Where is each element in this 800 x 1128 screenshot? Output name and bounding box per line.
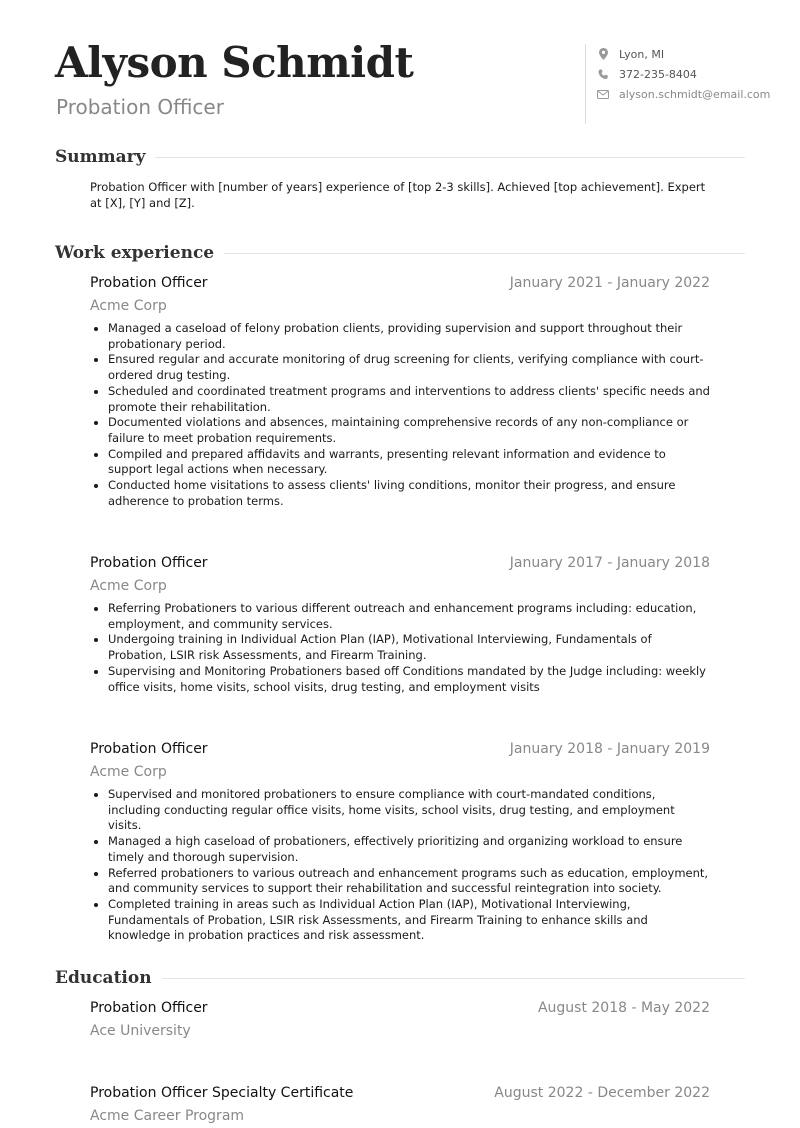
job-bullet: • Compiled and prepared affidavits and warrants, presenting relevant information and evidence to support legal actions when necessary.	[108, 447, 710, 478]
job-title: Probation Officer	[90, 275, 208, 291]
summary-heading: Summary	[55, 147, 146, 167]
job-dates: January 2018 - January 2019	[509, 741, 710, 757]
job-entry	[90, 275, 710, 509]
section-divider	[162, 978, 745, 979]
job-bullet: • Referred probationers to various outreach and enhancement programs such as education, employment, and community services to support their rehabilitation and successful reintegration into society.	[108, 866, 710, 897]
job-bullet: • Undergoing training in Individual Action Plan (IAP), Motivational Interviewing, Fundamentals of Probation, LSIR risk Assessments, and Firearm Training.	[108, 632, 710, 663]
summary-text: Probation Officer with [number of years] experience of [top 2-3 skills]. Achieved [top achievement]. Expert at [X], [Y] and [Z].	[90, 180, 706, 210]
job-bullet: • Scheduled and coordinated treatment programs and interventions to address clients' specific needs and promote their rehabilitation.	[108, 384, 710, 415]
education-entry	[90, 1000, 710, 1043]
job-bullet: • Supervised and monitored probationers to ensure compliance with court-mandated conditions, including conducting regular office visits, home visits, school visits, drug testing, and employment visits.	[108, 787, 710, 834]
degree-title: Probation Officer Specialty Certificate	[90, 1085, 354, 1101]
summary-section-header	[55, 147, 745, 167]
job-bullets	[90, 601, 710, 695]
education-dates: August 2018 - May 2022	[537, 1000, 710, 1016]
job-company: Acme Corp	[90, 764, 167, 780]
degree-title: Probation Officer	[90, 1000, 208, 1016]
education-heading: Education	[55, 968, 152, 988]
contact-phone-text: 372-235-8404	[619, 67, 697, 81]
job-dates: January 2021 - January 2022	[509, 275, 710, 291]
job-bullet: • Referring Probationers to various different outreach and enhancement programs including: education, employment, and community services.	[108, 601, 710, 632]
map-pin-icon	[595, 48, 611, 60]
envelope-icon	[595, 90, 611, 99]
job-title: Probation Officer	[90, 741, 208, 757]
job-bullets	[90, 787, 710, 944]
contact-email[interactable]	[595, 84, 785, 104]
job-company: Acme Corp	[90, 578, 167, 594]
job-bullet: • Supervising and Monitoring Probationers based off Conditions mandated by the Judge including: weekly office visits, home visits, school visits, drug testing, and employment visits	[108, 664, 710, 695]
phone-icon	[595, 69, 611, 80]
education-dates: August 2022 - December 2022	[494, 1085, 710, 1101]
contact-location	[595, 44, 785, 64]
job-bullets	[90, 321, 710, 509]
job-entry	[90, 555, 710, 695]
education-section-header	[55, 968, 745, 988]
institution-name: Acme Career Program	[90, 1108, 245, 1124]
job-title: Probation Officer	[90, 555, 208, 571]
contact-email-text[interactable]: alyson.schmidt@email.com	[619, 87, 771, 101]
work-section-header	[55, 243, 745, 263]
education-entry	[90, 1085, 710, 1128]
job-entry	[90, 741, 710, 944]
candidate-role: Probation Officer	[56, 95, 224, 119]
job-bullet: • Ensured regular and accurate monitoring of drug screening for clients, verifying compliance with court-ordered drug testing.	[108, 352, 710, 383]
contact-block	[585, 44, 785, 124]
job-bullet: • Conducted home visitations to assess clients' living conditions, monitor their progress, and ensure adherence to probation terms.	[108, 478, 710, 509]
job-bullet: • Documented violations and absences, maintaining comprehensive records of any non-compliance or failure to meet probation requirements.	[108, 415, 710, 446]
contact-phone	[595, 64, 785, 84]
job-bullet: • Managed a high caseload of probationers, effectively prioritizing and organizing workload to ensure timely and thorough supervision.	[108, 834, 710, 865]
work-heading: Work experience	[55, 243, 215, 263]
section-divider	[155, 157, 745, 158]
institution-name: Ace University	[90, 1023, 191, 1039]
job-bullet: • Completed training in areas such as Individual Action Plan (IAP), Motivational Interviewing, Fundamentals of Probation, LSIR risk Assessments, and Firearm Training to enhance skills and knowledge in probation practices and risk assessment.	[108, 897, 710, 944]
job-company: Acme Corp	[90, 298, 167, 314]
job-dates: January 2017 - January 2018	[509, 555, 710, 571]
contact-location-text: Lyon, MI	[619, 47, 665, 61]
section-divider	[224, 253, 745, 254]
job-bullet: • Managed a caseload of felony probation clients, providing supervision and support throughout their probationary period.	[108, 321, 710, 352]
candidate-name: Alyson Schmidt	[55, 38, 414, 87]
